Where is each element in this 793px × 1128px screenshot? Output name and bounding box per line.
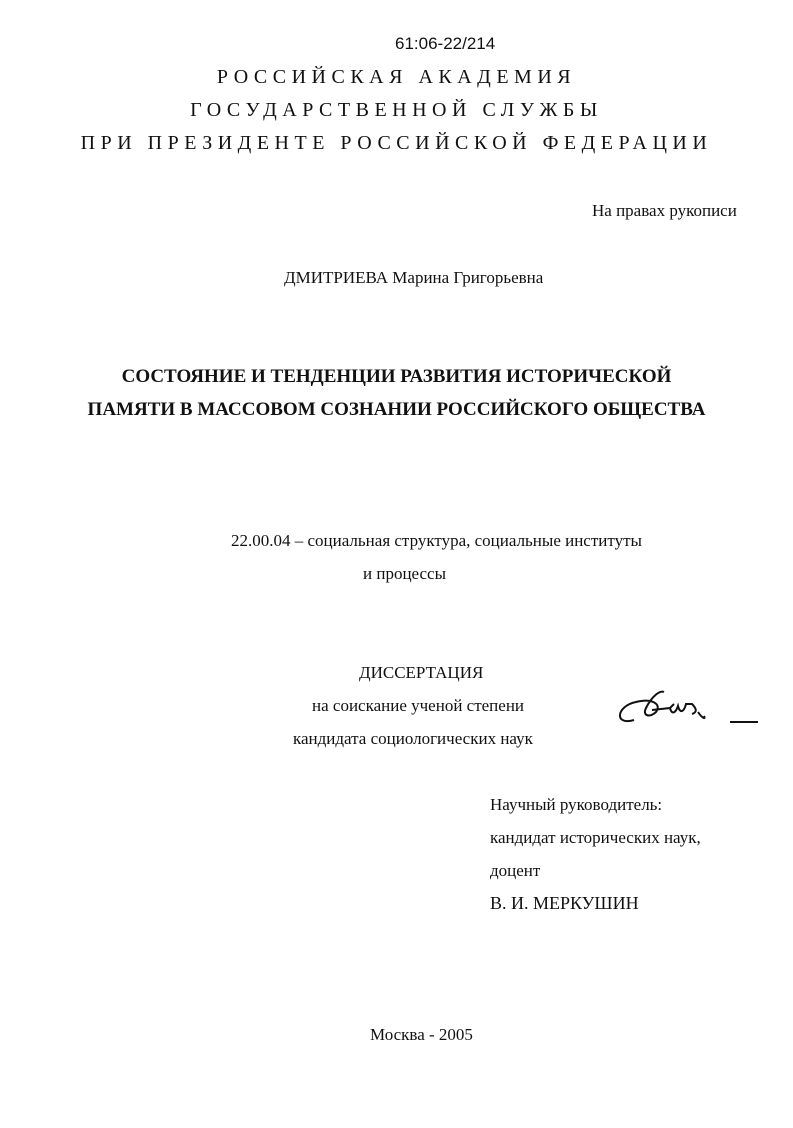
dissertation-title-line-2: ПАМЯТИ В МАССОВОМ СОЗНАНИИ РОССИЙСКОГО ОБЩЕСТВА (87, 399, 706, 420)
dissertation-title-line-1: СОСТОЯНИЕ И ТЕНДЕНЦИИ РАЗВИТИЯ ИСТОРИЧЕСКОЙ (121, 366, 672, 387)
supervisor-name: В. И. МЕРКУШИН (490, 893, 639, 913)
manuscript-note: На правах рукописи (592, 201, 737, 220)
supervisor-rank: доцент (490, 861, 541, 880)
author-name: ДМИТРИЕВА Марина Григорьевна (284, 268, 544, 287)
institution-line-3: ПРИ ПРЕЗИДЕНТЕ РОССИЙСКОЙ ФЕДЕРАЦИИ (80, 132, 713, 154)
institution-line-1: РОССИЙСКАЯ АКАДЕМИЯ (216, 66, 577, 88)
place-year: Москва - 2005 (370, 1025, 473, 1044)
catalog-code: 61:06-22/214 (395, 34, 496, 53)
supervisor-label: Научный руководитель: (490, 795, 663, 814)
degree-line-2: кандидата социологических наук (293, 729, 533, 748)
institution-line-2: ГОСУДАРСТВЕННОЙ СЛУЖБЫ (190, 99, 603, 121)
supervisor-degree: кандидат исторических наук, (490, 828, 701, 847)
work-type: ДИССЕРТАЦИЯ (359, 663, 484, 682)
signature-icon (612, 686, 772, 736)
specialty-line-1: 22.00.04 – социальная структура, социальные институты (231, 531, 642, 550)
degree-line-1: на соискание ученой степени (312, 696, 525, 715)
specialty-line-2: и процессы (363, 564, 447, 583)
